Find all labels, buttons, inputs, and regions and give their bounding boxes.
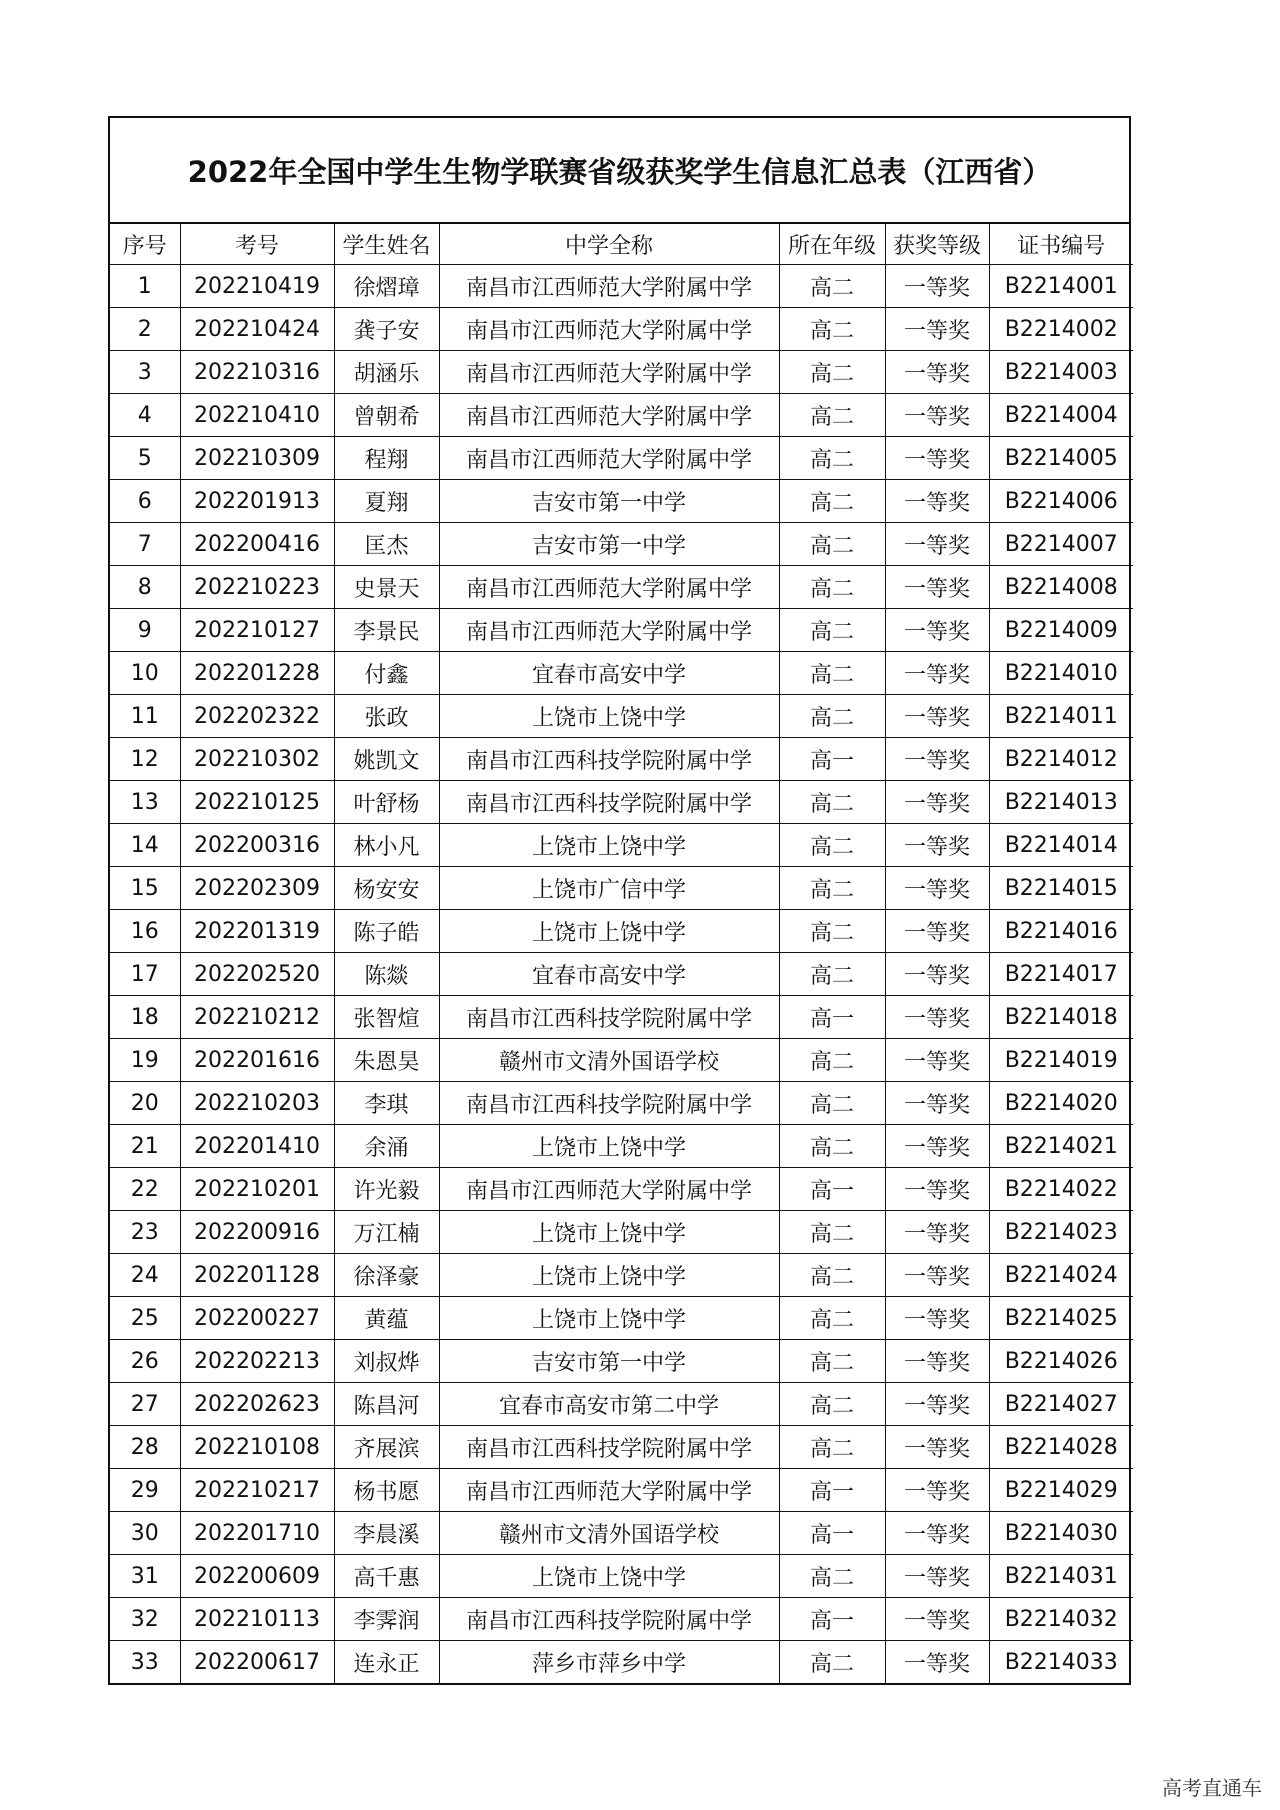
student-name-cell: 李晨溪 [334, 1512, 439, 1555]
column-header: 获奖等级 [885, 224, 989, 265]
award-level-cell: 一等奖 [885, 566, 989, 609]
column-header: 学生姓名 [334, 224, 439, 265]
school-name-cell: 南昌市江西科技学院附属中学 [439, 738, 779, 781]
student-name-cell: 高千惠 [334, 1555, 439, 1598]
grade-cell: 高一 [779, 1469, 885, 1512]
school-name-cell: 南昌市江西师范大学附属中学 [439, 437, 779, 480]
header-row [110, 224, 1133, 265]
school-name-cell: 萍乡市萍乡中学 [439, 1641, 779, 1684]
student-name-cell: 陈昌河 [334, 1383, 439, 1426]
student-name-cell: 程翔 [334, 437, 439, 480]
row-number-cell: 29 [110, 1469, 180, 1512]
row-number-cell: 14 [110, 824, 180, 867]
grade-cell: 高二 [779, 1211, 885, 1254]
student-name-cell: 万江楠 [334, 1211, 439, 1254]
school-name-cell: 赣州市文清外国语学校 [439, 1512, 779, 1555]
exam-number-cell: 202210302 [180, 738, 334, 781]
certificate-number-cell: B2214007 [989, 523, 1133, 566]
row-number-cell: 3 [110, 351, 180, 394]
grade-cell: 高二 [779, 1125, 885, 1168]
exam-number-cell: 202202520 [180, 953, 334, 996]
school-name-cell: 上饶市上饶中学 [439, 1555, 779, 1598]
student-name-cell: 徐泽豪 [334, 1254, 439, 1297]
exam-number-cell: 202210223 [180, 566, 334, 609]
grade-cell: 高二 [779, 351, 885, 394]
certificate-number-cell: B2214013 [989, 781, 1133, 824]
grade-cell: 高二 [779, 910, 885, 953]
table-row [110, 738, 1133, 781]
table-row [110, 1641, 1133, 1684]
row-number-cell: 22 [110, 1168, 180, 1211]
row-number-cell: 32 [110, 1598, 180, 1641]
award-table [110, 224, 1133, 1683]
table-title: 2022年全国中学生生物学联赛省级获奖学生信息汇总表（江西省） [110, 118, 1129, 224]
award-level-cell: 一等奖 [885, 867, 989, 910]
award-level-cell: 一等奖 [885, 1254, 989, 1297]
exam-number-cell: 202201410 [180, 1125, 334, 1168]
row-number-cell: 33 [110, 1641, 180, 1684]
school-name-cell: 南昌市江西科技学院附属中学 [439, 781, 779, 824]
certificate-number-cell: B2214003 [989, 351, 1133, 394]
exam-number-cell: 202210410 [180, 394, 334, 437]
table-row [110, 1254, 1133, 1297]
row-number-cell: 17 [110, 953, 180, 996]
award-level-cell: 一等奖 [885, 781, 989, 824]
row-number-cell: 9 [110, 609, 180, 652]
table-row [110, 695, 1133, 738]
school-name-cell: 南昌市江西师范大学附属中学 [439, 566, 779, 609]
award-level-cell: 一等奖 [885, 523, 989, 566]
exam-number-cell: 202200416 [180, 523, 334, 566]
table-row [110, 566, 1133, 609]
certificate-number-cell: B2214021 [989, 1125, 1133, 1168]
row-number-cell: 19 [110, 1039, 180, 1082]
grade-cell: 高二 [779, 953, 885, 996]
certificate-number-cell: B2214031 [989, 1555, 1133, 1598]
certificate-number-cell: B2214033 [989, 1641, 1133, 1684]
certificate-number-cell: B2214025 [989, 1297, 1133, 1340]
award-level-cell: 一等奖 [885, 308, 989, 351]
grade-cell: 高二 [779, 1340, 885, 1383]
school-name-cell: 南昌市江西科技学院附属中学 [439, 1082, 779, 1125]
award-level-cell: 一等奖 [885, 695, 989, 738]
table-row [110, 824, 1133, 867]
certificate-number-cell: B2214004 [989, 394, 1133, 437]
row-number-cell: 13 [110, 781, 180, 824]
row-number-cell: 24 [110, 1254, 180, 1297]
student-name-cell: 杨安安 [334, 867, 439, 910]
table-row [110, 437, 1133, 480]
column-header: 中学全称 [439, 224, 779, 265]
exam-number-cell: 202201616 [180, 1039, 334, 1082]
row-number-cell: 16 [110, 910, 180, 953]
certificate-number-cell: B2214023 [989, 1211, 1133, 1254]
table-row [110, 1512, 1133, 1555]
grade-cell: 高二 [779, 394, 885, 437]
award-level-cell: 一等奖 [885, 1039, 989, 1082]
student-name-cell: 杨书愿 [334, 1469, 439, 1512]
exam-number-cell: 202200916 [180, 1211, 334, 1254]
student-name-cell: 黄蕴 [334, 1297, 439, 1340]
exam-number-cell: 202202309 [180, 867, 334, 910]
grade-cell: 高二 [779, 1555, 885, 1598]
table-row [110, 1340, 1133, 1383]
certificate-number-cell: B2214002 [989, 308, 1133, 351]
student-name-cell: 李琪 [334, 1082, 439, 1125]
watermark-label: 高考直通车 [1162, 1776, 1262, 1800]
row-number-cell: 21 [110, 1125, 180, 1168]
exam-number-cell: 202202623 [180, 1383, 334, 1426]
row-number-cell: 25 [110, 1297, 180, 1340]
school-name-cell: 上饶市上饶中学 [439, 695, 779, 738]
exam-number-cell: 202210419 [180, 265, 334, 308]
grade-cell: 高一 [779, 1598, 885, 1641]
table-row [110, 1039, 1133, 1082]
table-body [110, 265, 1133, 1684]
exam-number-cell: 202210309 [180, 437, 334, 480]
exam-number-cell: 202210203 [180, 1082, 334, 1125]
certificate-number-cell: B2214009 [989, 609, 1133, 652]
school-name-cell: 上饶市上饶中学 [439, 824, 779, 867]
school-name-cell: 南昌市江西科技学院附属中学 [439, 1426, 779, 1469]
grade-cell: 高二 [779, 1297, 885, 1340]
school-name-cell: 南昌市江西师范大学附属中学 [439, 394, 779, 437]
table-row [110, 308, 1133, 351]
student-name-cell: 史景天 [334, 566, 439, 609]
grade-cell: 高一 [779, 1512, 885, 1555]
row-number-cell: 27 [110, 1383, 180, 1426]
certificate-number-cell: B2214024 [989, 1254, 1133, 1297]
school-name-cell: 宜春市高安中学 [439, 652, 779, 695]
student-name-cell: 连永正 [334, 1641, 439, 1684]
table-row [110, 652, 1133, 695]
student-name-cell: 李景民 [334, 609, 439, 652]
column-header: 序号 [110, 224, 180, 265]
exam-number-cell: 202210127 [180, 609, 334, 652]
table-row [110, 996, 1133, 1039]
school-name-cell: 南昌市江西师范大学附属中学 [439, 1168, 779, 1211]
certificate-number-cell: B2214008 [989, 566, 1133, 609]
table-row [110, 1598, 1133, 1641]
school-name-cell: 上饶市上饶中学 [439, 1211, 779, 1254]
row-number-cell: 2 [110, 308, 180, 351]
exam-number-cell: 202200617 [180, 1641, 334, 1684]
student-name-cell: 胡涵乐 [334, 351, 439, 394]
certificate-number-cell: B2214001 [989, 265, 1133, 308]
grade-cell: 高二 [779, 652, 885, 695]
student-name-cell: 朱恩昊 [334, 1039, 439, 1082]
certificate-number-cell: B2214028 [989, 1426, 1133, 1469]
award-level-cell: 一等奖 [885, 1383, 989, 1426]
grade-cell: 高二 [779, 824, 885, 867]
award-level-cell: 一等奖 [885, 652, 989, 695]
certificate-number-cell: B2214014 [989, 824, 1133, 867]
school-name-cell: 上饶市上饶中学 [439, 1254, 779, 1297]
table-row [110, 609, 1133, 652]
school-name-cell: 宜春市高安中学 [439, 953, 779, 996]
award-level-cell: 一等奖 [885, 265, 989, 308]
award-level-cell: 一等奖 [885, 1512, 989, 1555]
table-row [110, 867, 1133, 910]
table-row [110, 523, 1133, 566]
student-name-cell: 夏翔 [334, 480, 439, 523]
grade-cell: 高一 [779, 996, 885, 1039]
exam-number-cell: 202210316 [180, 351, 334, 394]
exam-number-cell: 202200227 [180, 1297, 334, 1340]
exam-number-cell: 202210201 [180, 1168, 334, 1211]
student-name-cell: 张智煊 [334, 996, 439, 1039]
student-name-cell: 徐熠璋 [334, 265, 439, 308]
grade-cell: 高二 [779, 1641, 885, 1684]
table-row [110, 1211, 1133, 1254]
table-row [110, 781, 1133, 824]
certificate-number-cell: B2214026 [989, 1340, 1133, 1383]
row-number-cell: 20 [110, 1082, 180, 1125]
grade-cell: 高二 [779, 867, 885, 910]
row-number-cell: 11 [110, 695, 180, 738]
column-header: 所在年级 [779, 224, 885, 265]
student-name-cell: 付鑫 [334, 652, 439, 695]
school-name-cell: 吉安市第一中学 [439, 523, 779, 566]
student-name-cell: 叶舒杨 [334, 781, 439, 824]
row-number-cell: 1 [110, 265, 180, 308]
certificate-number-cell: B2214018 [989, 996, 1133, 1039]
student-name-cell: 张政 [334, 695, 439, 738]
award-level-cell: 一等奖 [885, 351, 989, 394]
row-number-cell: 12 [110, 738, 180, 781]
grade-cell: 高一 [779, 738, 885, 781]
award-table-sheet [108, 116, 1131, 1685]
certificate-number-cell: B2214022 [989, 1168, 1133, 1211]
table-row [110, 1469, 1133, 1512]
row-number-cell: 23 [110, 1211, 180, 1254]
grade-cell: 高二 [779, 1254, 885, 1297]
certificate-number-cell: B2214010 [989, 652, 1133, 695]
exam-number-cell: 202202322 [180, 695, 334, 738]
exam-number-cell: 202210217 [180, 1469, 334, 1512]
column-header: 证书编号 [989, 224, 1133, 265]
row-number-cell: 28 [110, 1426, 180, 1469]
row-number-cell: 15 [110, 867, 180, 910]
table-row [110, 265, 1133, 308]
certificate-number-cell: B2214020 [989, 1082, 1133, 1125]
certificate-number-cell: B2214017 [989, 953, 1133, 996]
grade-cell: 高二 [779, 1082, 885, 1125]
award-level-cell: 一等奖 [885, 996, 989, 1039]
table-row [110, 1082, 1133, 1125]
row-number-cell: 6 [110, 480, 180, 523]
student-name-cell: 刘叔烨 [334, 1340, 439, 1383]
award-level-cell: 一等奖 [885, 1469, 989, 1512]
grade-cell: 高二 [779, 437, 885, 480]
award-level-cell: 一等奖 [885, 824, 989, 867]
exam-number-cell: 202201228 [180, 652, 334, 695]
grade-cell: 高二 [779, 523, 885, 566]
award-level-cell: 一等奖 [885, 910, 989, 953]
row-number-cell: 26 [110, 1340, 180, 1383]
student-name-cell: 姚凯文 [334, 738, 439, 781]
award-level-cell: 一等奖 [885, 1125, 989, 1168]
exam-number-cell: 202210113 [180, 1598, 334, 1641]
award-level-cell: 一等奖 [885, 609, 989, 652]
row-number-cell: 31 [110, 1555, 180, 1598]
school-name-cell: 南昌市江西师范大学附属中学 [439, 351, 779, 394]
certificate-number-cell: B2214005 [989, 437, 1133, 480]
grade-cell: 高二 [779, 265, 885, 308]
exam-number-cell: 202201913 [180, 480, 334, 523]
school-name-cell: 南昌市江西师范大学附属中学 [439, 1469, 779, 1512]
certificate-number-cell: B2214030 [989, 1512, 1133, 1555]
grade-cell: 高二 [779, 480, 885, 523]
student-name-cell: 林小凡 [334, 824, 439, 867]
certificate-number-cell: B2214029 [989, 1469, 1133, 1512]
grade-cell: 高二 [779, 695, 885, 738]
certificate-number-cell: B2214032 [989, 1598, 1133, 1641]
award-level-cell: 一等奖 [885, 1598, 989, 1641]
exam-number-cell: 202210212 [180, 996, 334, 1039]
row-number-cell: 30 [110, 1512, 180, 1555]
grade-cell: 高一 [779, 1168, 885, 1211]
award-level-cell: 一等奖 [885, 394, 989, 437]
table-row [110, 1168, 1133, 1211]
grade-cell: 高二 [779, 308, 885, 351]
row-number-cell: 4 [110, 394, 180, 437]
exam-number-cell: 202201710 [180, 1512, 334, 1555]
table-row [110, 1297, 1133, 1340]
student-name-cell: 余涌 [334, 1125, 439, 1168]
grade-cell: 高二 [779, 609, 885, 652]
exam-number-cell: 202202213 [180, 1340, 334, 1383]
school-name-cell: 吉安市第一中学 [439, 480, 779, 523]
column-header: 考号 [180, 224, 334, 265]
row-number-cell: 5 [110, 437, 180, 480]
table-row [110, 1555, 1133, 1598]
table-row [110, 1383, 1133, 1426]
award-level-cell: 一等奖 [885, 437, 989, 480]
school-name-cell: 上饶市上饶中学 [439, 1297, 779, 1340]
exam-number-cell: 202200609 [180, 1555, 334, 1598]
award-level-cell: 一等奖 [885, 1426, 989, 1469]
exam-number-cell: 202201128 [180, 1254, 334, 1297]
grade-cell: 高二 [779, 1383, 885, 1426]
school-name-cell: 南昌市江西科技学院附属中学 [439, 1598, 779, 1641]
award-level-cell: 一等奖 [885, 738, 989, 781]
student-name-cell: 龚子安 [334, 308, 439, 351]
exam-number-cell: 202200316 [180, 824, 334, 867]
certificate-number-cell: B2214019 [989, 1039, 1133, 1082]
award-level-cell: 一等奖 [885, 1340, 989, 1383]
table-row [110, 1426, 1133, 1469]
award-level-cell: 一等奖 [885, 1555, 989, 1598]
row-number-cell: 7 [110, 523, 180, 566]
student-name-cell: 李霁润 [334, 1598, 439, 1641]
award-level-cell: 一等奖 [885, 1168, 989, 1211]
table-row [110, 394, 1133, 437]
exam-number-cell: 202210108 [180, 1426, 334, 1469]
award-level-cell: 一等奖 [885, 1211, 989, 1254]
certificate-number-cell: B2214027 [989, 1383, 1133, 1426]
school-name-cell: 吉安市第一中学 [439, 1340, 779, 1383]
school-name-cell: 上饶市广信中学 [439, 867, 779, 910]
table-row [110, 480, 1133, 523]
school-name-cell: 宜春市高安市第二中学 [439, 1383, 779, 1426]
table-row [110, 1125, 1133, 1168]
award-level-cell: 一等奖 [885, 1641, 989, 1684]
award-level-cell: 一等奖 [885, 480, 989, 523]
exam-number-cell: 202201319 [180, 910, 334, 953]
student-name-cell: 陈子皓 [334, 910, 439, 953]
exam-number-cell: 202210125 [180, 781, 334, 824]
school-name-cell: 赣州市文清外国语学校 [439, 1039, 779, 1082]
certificate-number-cell: B2214011 [989, 695, 1133, 738]
award-level-cell: 一等奖 [885, 1297, 989, 1340]
school-name-cell: 南昌市江西师范大学附属中学 [439, 609, 779, 652]
grade-cell: 高二 [779, 566, 885, 609]
student-name-cell: 齐展滨 [334, 1426, 439, 1469]
row-number-cell: 8 [110, 566, 180, 609]
student-name-cell: 许光毅 [334, 1168, 439, 1211]
grade-cell: 高二 [779, 1426, 885, 1469]
table-row [110, 351, 1133, 394]
school-name-cell: 南昌市江西科技学院附属中学 [439, 996, 779, 1039]
student-name-cell: 匡杰 [334, 523, 439, 566]
row-number-cell: 10 [110, 652, 180, 695]
school-name-cell: 南昌市江西师范大学附属中学 [439, 308, 779, 351]
table-row [110, 910, 1133, 953]
exam-number-cell: 202210424 [180, 308, 334, 351]
school-name-cell: 上饶市上饶中学 [439, 1125, 779, 1168]
school-name-cell: 上饶市上饶中学 [439, 910, 779, 953]
table-row [110, 953, 1133, 996]
grade-cell: 高二 [779, 781, 885, 824]
grade-cell: 高二 [779, 1039, 885, 1082]
award-level-cell: 一等奖 [885, 953, 989, 996]
certificate-number-cell: B2214006 [989, 480, 1133, 523]
school-name-cell: 南昌市江西师范大学附属中学 [439, 265, 779, 308]
student-name-cell: 曾朝希 [334, 394, 439, 437]
student-name-cell: 陈燚 [334, 953, 439, 996]
certificate-number-cell: B2214015 [989, 867, 1133, 910]
row-number-cell: 18 [110, 996, 180, 1039]
certificate-number-cell: B2214012 [989, 738, 1133, 781]
certificate-number-cell: B2214016 [989, 910, 1133, 953]
award-level-cell: 一等奖 [885, 1082, 989, 1125]
